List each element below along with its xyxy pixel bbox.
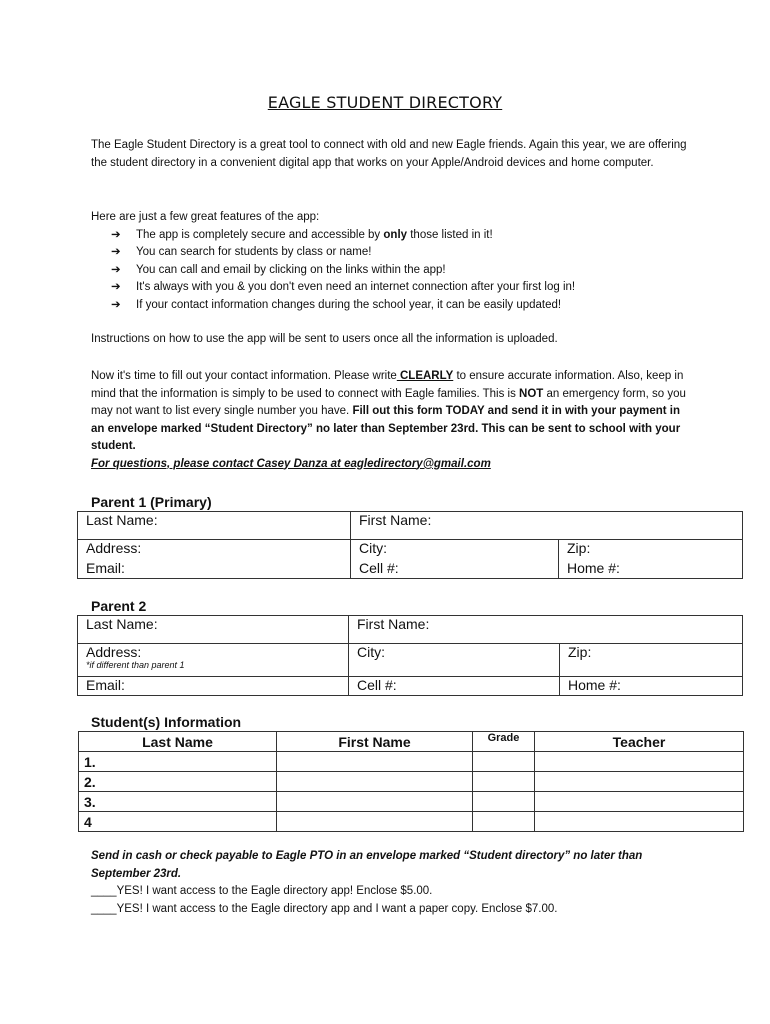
feature-item: ➔ If your contact information changes during the school year, it can be easily updated! (111, 297, 691, 315)
parent1-email-field[interactable]: Email: (78, 560, 351, 579)
table-row (79, 792, 744, 812)
page-title: EAGLE STUDENT DIRECTORY (267, 93, 503, 112)
feature-item: ➔ You can search for students by class or name! (111, 244, 691, 262)
parent1-heading: Parent 1 (Primary) (91, 494, 212, 510)
parent2-city-field[interactable]: City: (349, 644, 560, 677)
row-number: 4 (79, 812, 277, 832)
column-header-grade: Grade (473, 732, 535, 752)
parent2-zip-field[interactable]: Zip: (560, 644, 743, 677)
parent2-address-label: Address: (86, 644, 142, 660)
parent1-form (77, 511, 743, 579)
payment-section (91, 848, 691, 918)
payment-instructions: Send in cash or check payable to Eagle PTO in an envelope marked “Student directory” no later than September 23rd. (91, 850, 643, 880)
student-first-name-cell[interactable] (277, 792, 473, 812)
features-section (91, 209, 691, 314)
arrow-icon: ➔ (111, 298, 121, 311)
parent1-cell-field[interactable]: Cell #: (351, 560, 559, 579)
parent2-address-field[interactable] (78, 644, 349, 677)
student-teacher-cell[interactable] (535, 772, 744, 792)
student-teacher-cell[interactable] (535, 752, 744, 772)
parent2-first-name-field[interactable]: First Name: (349, 616, 743, 644)
features-intro: Here are just a few great features of the app: (91, 211, 320, 223)
parent2-address-note: *if different than parent 1 (86, 660, 185, 670)
student-grade-cell[interactable] (473, 772, 535, 792)
arrow-icon: ➔ (111, 263, 121, 276)
parent1-last-name-field[interactable]: Last Name: (78, 512, 351, 540)
parent2-heading: Parent 2 (91, 598, 147, 614)
intro-paragraph: The Eagle Student Directory is a great tool to connect with old and new Eagle friends. Again this year, we are offering the student directory in a convenient digital app that works on your Apple/Android devices and home computer. (91, 139, 687, 169)
student-first-name-cell[interactable] (277, 752, 473, 772)
column-header-teacher: Teacher (535, 732, 744, 752)
parent2-email-field[interactable]: Email: (78, 677, 349, 696)
parent2-home-field[interactable]: Home #: (560, 677, 743, 696)
instructions-text: Instructions on how to use the app will be sent to users once all the information is uploaded. (91, 333, 558, 345)
option-app-and-paper[interactable]: ____YES! I want access to the Eagle directory app and I want a paper copy. Enclose $7.00. (91, 902, 558, 915)
arrow-icon: ➔ (111, 281, 121, 293)
student-first-name-cell[interactable] (277, 812, 473, 832)
arrow-icon: ➔ (111, 228, 121, 241)
option-app-only[interactable]: ____YES! I want access to the Eagle directory app! Enclose $5.00. (91, 885, 433, 897)
feature-item: ➔ You can call and email by clicking on the links within the app! (111, 262, 691, 280)
row-number: 1. (79, 752, 277, 772)
feature-item: ➔ The app is completely secure and accessible by only those listed in it! (111, 227, 691, 245)
table-row (79, 812, 744, 832)
row-number: 3. (79, 792, 277, 812)
arrow-icon: ➔ (111, 246, 121, 258)
parent1-zip-field[interactable]: Zip: (559, 540, 743, 560)
parent2-last-name-field[interactable]: Last Name: (78, 616, 349, 644)
table-row (79, 752, 744, 772)
parent1-home-field[interactable]: Home #: (559, 560, 743, 579)
row-number: 2. (79, 772, 277, 792)
students-heading: Student(s) Information (91, 714, 242, 730)
student-grade-cell[interactable] (473, 752, 535, 772)
student-grade-cell[interactable] (473, 812, 535, 832)
parent2-cell-field[interactable]: Cell #: (349, 677, 560, 696)
parent1-city-field[interactable]: City: (351, 540, 559, 560)
parent1-first-name-field[interactable]: First Name: (351, 512, 743, 540)
feature-item: ➔ It's always with you & you don't even need an internet connection after your first log in! (111, 279, 691, 297)
student-first-name-cell[interactable] (277, 772, 473, 792)
parent2-form (77, 615, 743, 696)
contact-line: For questions, please contact Casey Danza at eagledirectory@gmail.com (91, 457, 491, 470)
column-header-first-name: First Name (277, 732, 473, 752)
student-teacher-cell[interactable] (535, 792, 744, 812)
parent1-address-field[interactable]: Address: (78, 540, 351, 560)
table-row (79, 772, 744, 792)
student-grade-cell[interactable] (473, 792, 535, 812)
features-list (91, 227, 691, 315)
students-table (78, 731, 744, 832)
column-header-last-name: Last Name (79, 732, 277, 752)
fill-instructions: Now it's time to fill out your contact information. Please write CLEARLY to ensure accurate information. Also, keep in mind that the information is simply to be used to connect with Eagle families. This is NOT an emergency form, so you may not want to list every single number you have. Fill out this form TODAY and send it in with your payment in an envelope marked “Student Directory” no later than September 23rd. This can be sent to school with your student. For questions, please contact Casey Danza at eagledirectory@gmail.com (91, 370, 686, 470)
student-teacher-cell[interactable] (535, 812, 744, 832)
